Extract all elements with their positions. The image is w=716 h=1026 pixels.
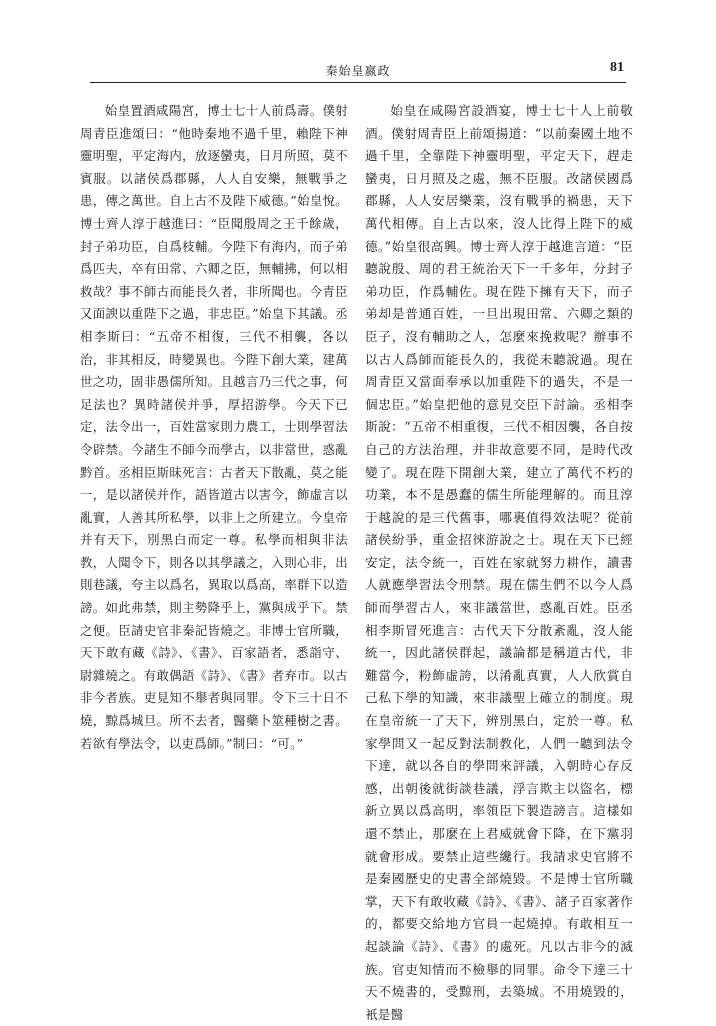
running-title: 秦始皇嬴政 — [325, 64, 391, 78]
page-header — [90, 60, 626, 83]
classical-chinese-original-text: 始皇置酒咸陽宮，博士七十人前爲壽。僕射周青臣進頌曰：“他時秦地不過千里，賴陛下神靈明聖，平定海内，放逐蠻夷，日月所照，莫不賓服。以諸侯爲郡縣，人人自安樂，無戰爭之患，傳之萬世。自上古不及陛下威德。”始皇悅。博士齊人淳于越進曰：“臣聞殷周之王千餘歲，封子弟功臣，自爲枝輔。今陛下有海内，而子弟爲匹夫，卒有田常、六卿之臣，無輔拂，何以相救哉？事不師古而能長久者，非所聞也。今青臣又面諛以重陛下之過，非忠臣。”始皇下其議。丞相李斯曰：“五帝不相復，三代不相襲，各以治，非其相反，時變異也。今陛下創大業，建萬世之功，固非愚儒所知。且越言乃三代之事，何足法也？異時諸侯并爭，厚招游學。今天下已定，法令出一，百姓當家則力農工，士則學習法令辟禁。今諸生不師今而學古，以非當世，惑亂黔首。丞相臣斯昧死言：古者天下散亂，莫之能一，是以諸侯并作，語皆道古以害今，飾虛言以亂實，人善其所私學，以非上之所建立。今皇帝并有天下，別黑白而定一尊。私學而相與非法教，人聞令下，則各以其學議之，入則心非，出則巷議，夸主以爲名，異取以爲高，率群下以造謗。如此弗禁，則主勢降乎上，黨與成乎下。禁之便。臣請史官非秦記皆燒之。非博士官所職，天下敢有藏《詩》、《書》、百家語者，悉詣守、尉雜燒之。有敢偶語《詩》、《書》者弃市。以古非今者族。吏見知不舉者與同罪。令下三十日不燒，黥爲城旦。所不去者，醫藥卜筮種樹之書。若欲有學法令，以吏爲師。”制曰：“可。” — [80, 103, 348, 751]
page-number: 81 — [610, 60, 624, 75]
modern-chinese-translation-text: 始皇在咸陽宮設酒宴，博士七十人上前敬酒。僕射周青臣上前頌揚道：“以前秦國土地不過千里，全靠陛下神靈明聖，平定天下，趕走蠻夷，日月照及之處，無不臣服。改諸侯國爲郡縣，人人安居樂業，沒有戰爭的禍患，天下萬代相傳。自上古以來，沒人比得上陛下的威德。”始皇很高興。博士齊人淳于越進言道：“臣聽說殷、周的君王統治天下一千多年，分封子弟功臣，作爲輔佐。現在陛下擁有天下，而子弟却是普通百姓，一旦出現田常、六卿之類的臣子，沒有輔助之人，怎麼來挽救呢？辦事不以古人爲師而能長久的，我從未聽說過。現在周青臣又當面奉承以加重陛下的過失，不是一個忠臣。”始皇把他的意見交臣下討論。丞相李斯說：“五帝不相重復，三代不相因襲，各自按自己的方法治理，并非故意要不同，是時代改變了。現在陛下開創大業，建立了萬代不朽的功業，本不是愚蠢的儒生所能理解的。而且淳于越說的是三代舊事，哪裏值得效法呢？從前諸侯紛爭，重金招徠游說之士。現在天下已經安定，法令統一，百姓在家就努力耕作，讀書人就應學習法令刑禁。現在儒生們不以今人爲師而學習古人，來非議當世，惑亂百姓。臣丞相李斯冒死進言：古代天下分散紊亂，沒人能統一，因此諸侯群起，議論都是稱道古代，非難當今，粉飾虛誇，以淆亂真實，人人欣賞自己私下學的知識，來非議聖上確立的制度。現在皇帝統一了天下，辨別黑白，定於一尊。私家學問又一起反對法制教化，人們一聽到法令下達，就以各自的學問來評議，入朝時心存反感，出朝後就街談巷議，浮言欺主以盜名，標新立異以爲高明，率領臣下製造謗言。這樣如還不禁止，那麼在上君威就會下降，在下黨羽就會形成。要禁止這些纔行。我請求史官將不是秦國歷史的史書全部燒毀。不是博士官所職掌，天下有敢收藏《詩》、《書》、諸子百家著作的，都要交給地方官員一起燒掉。有敢相互一起談論《詩》、《書》的處死。凡以古非今的滅族。官吏知情而不檢舉的同罪。命令下達三十天不燒書的，受黥刑，去築城。不用燒毀的，衹是醫 — [365, 103, 633, 1022]
